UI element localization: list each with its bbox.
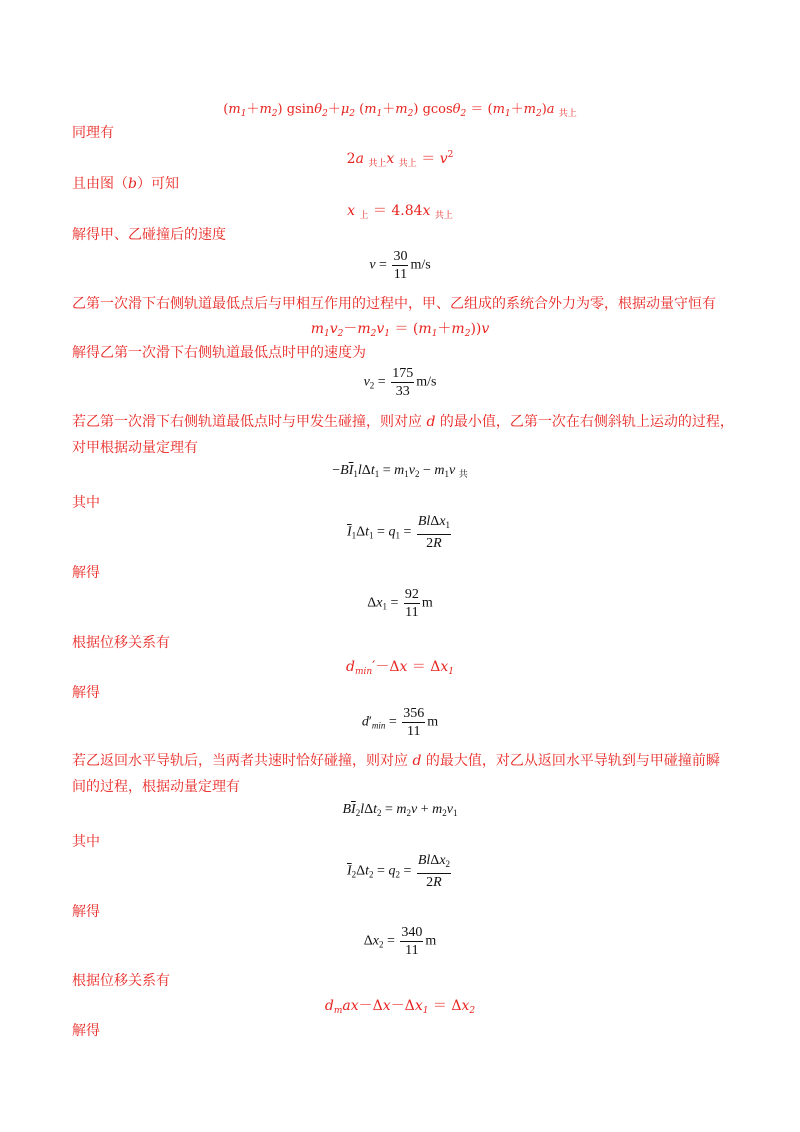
equation-dmin: $d'_{min}$ = $\frac{356}{11}$ m xyxy=(361,706,439,739)
equation-charge-2: $\overline{I}_2\Delta t_2 = q_2$ = $\frac{Bl\Delta x_2}{2R}$ xyxy=(346,853,451,890)
equation-charge-1: $\overline{I}_1\Delta t_1 = q_1$ = $\frac{Bl\Delta x_1}{2R}$ xyxy=(346,514,451,551)
equation-dx2: $\Delta x_2$ = $\frac{340}{11}$ m xyxy=(363,925,437,958)
text-displacement-1: 根据位移关系有 xyxy=(72,635,170,651)
equation-dmax-relation: $d_max-\Delta x-\Delta x_1 = \Delta x_2$ xyxy=(324,998,476,1016)
text-momentum-theorem-a: 对甲根据动量定理有 xyxy=(72,440,198,456)
text-solve-1: 解得 xyxy=(72,565,100,581)
equation-velocity: v = $\frac{30}{11}$ m/s xyxy=(369,249,431,282)
text-similarly: 同理有 xyxy=(72,125,114,141)
text-from-figure-b: 且由图（b）可知 xyxy=(72,176,179,192)
text-max-d-case: 若乙返回水平导轨后，当两者共速时恰好碰撞，则对应 d 的最大值，对乙从返回水平导轨到与甲碰撞前瞬 xyxy=(72,753,720,769)
text-where-2: 其中 xyxy=(72,834,100,850)
text-momentum-conservation: 乙第一次滑下右侧轨道最低点后与甲相互作用的过程中，甲、乙组成的系统合外力为零，根据动量守恒有 xyxy=(72,296,716,312)
text-solve-3: 解得 xyxy=(72,904,100,920)
equation-force-balance: $(m_1+m_2)$ $gsin\theta_2+\mu_2$ $(m_1+m_2) gcos\theta_2 = (m_1+m_2)a$ $_{共上}$ xyxy=(223,102,577,119)
equation-distance: x $_上$ ＝ 4.84x $_{共上}$ xyxy=(347,203,453,221)
text-min-d-case: 若乙第一次滑下右侧轨道最低点时与甲发生碰撞，则对应 d 的最小值，乙第一次在右侧斜轨上运动的过程， xyxy=(72,414,734,430)
text-solve-v2: 解得乙第一次滑下右侧轨道最低点时甲的速度为 xyxy=(72,345,366,361)
text-momentum-theorem-b: 间的过程，根据动量定理有 xyxy=(72,779,240,795)
equation-kinematics: 2a $_{共上}$x $_{共上} = v^2$ xyxy=(346,150,454,169)
equation-impulse-2: $B\overline{I}_2l\Delta t_2 = m_2v + m_2v_1$ xyxy=(342,802,458,818)
text-where-1: 其中 xyxy=(72,495,100,511)
text-displacement-2: 根据位移关系有 xyxy=(72,973,170,989)
equation-dmin-relation: $d_{min}'-\Delta x = \Delta x_1$ xyxy=(345,659,455,677)
equation-dx1: $\Delta x_1$ = $\frac{92}{11}$ m xyxy=(367,587,433,620)
text-solve-4: 解得 xyxy=(72,1023,100,1039)
text-solve-2: 解得 xyxy=(72,685,100,701)
text-solve-velocity: 解得甲、乙碰撞后的速度 xyxy=(72,227,226,243)
equation-v2: $v_2$ = $\frac{175}{33}$ m/s xyxy=(363,366,437,399)
equation-impulse-1: $-B\overline{I}_1l\Delta t_1 = m_1v_2 - m_1v$ $_共$ xyxy=(332,463,468,479)
equation-momentum: $m_1v_2-m_2v_1 = (m_1+m_2))v$ xyxy=(310,321,490,339)
